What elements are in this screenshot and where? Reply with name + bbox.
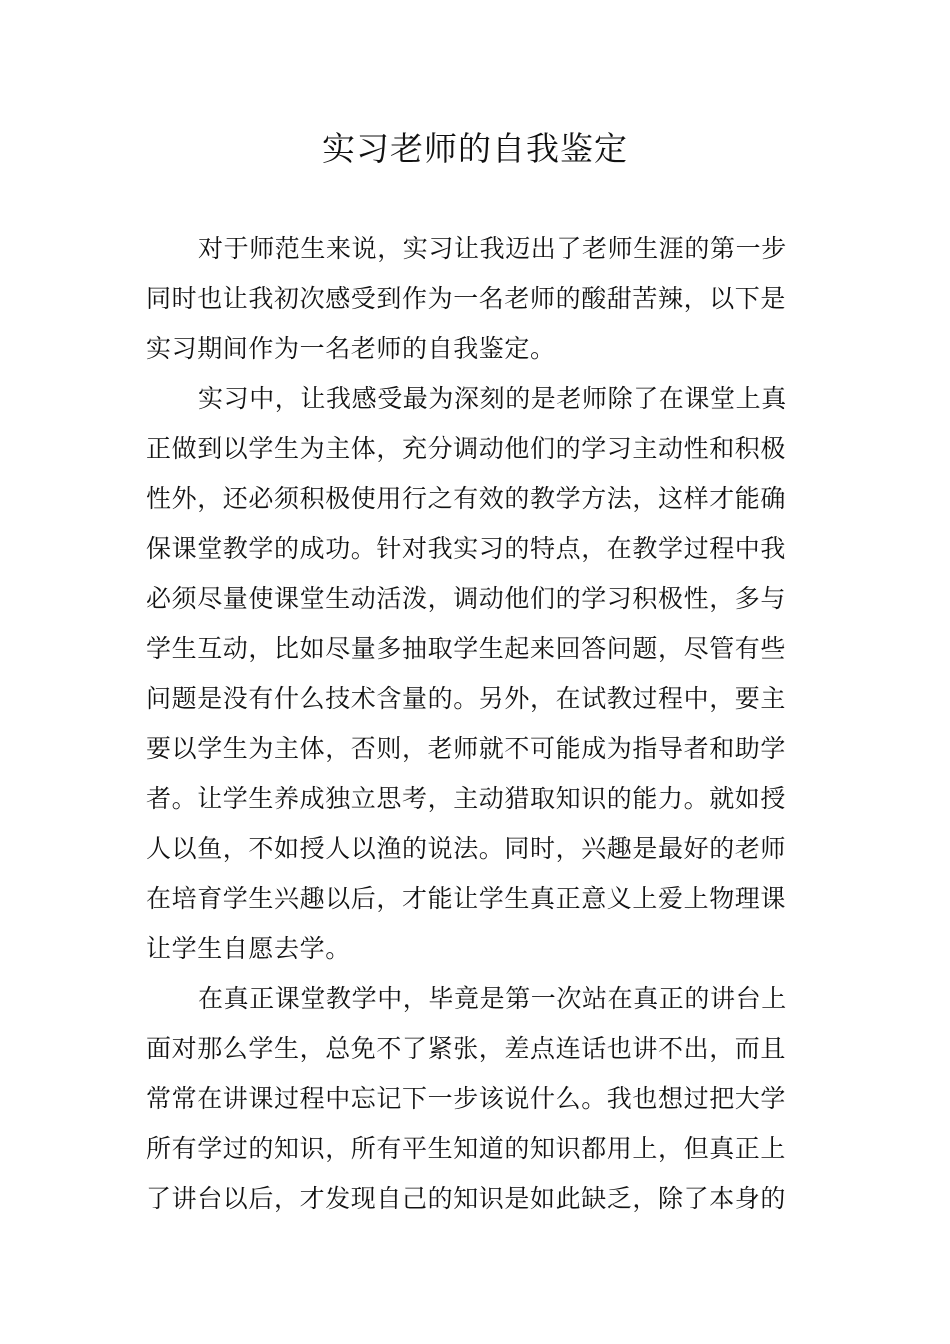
- text-line: 必须尽量使课堂生动活泼，调动他们的学习积极性，多与: [146, 584, 787, 613]
- text-line: 保课堂教学的成功。针对我实习的特点，在教学过程中我: [146, 534, 787, 563]
- text-line: 同时也让我初次感受到作为一名老师的酸甜苦辣，以下是: [146, 284, 787, 313]
- text-line: 性外，还必须积极使用行之有效的教学方法，这样才能确: [146, 484, 787, 513]
- text-line: 让学生自愿去学。: [146, 934, 351, 963]
- text-line: 常常在讲课过程中忘记下一步该说什么。我也想过把大学: [146, 1084, 787, 1113]
- paragraph: [146, 224, 812, 374]
- text-line: 实习中，让我感受最为深刻的是老师除了在课堂上真: [198, 384, 787, 413]
- text-line: 要以学生为主体，否则，老师就不可能成为指导者和助学: [146, 734, 787, 763]
- document-body: [146, 224, 812, 1224]
- text-line: 实习期间作为一名老师的自我鉴定。: [146, 334, 556, 363]
- paragraph: [146, 974, 812, 1224]
- text-line: 问题是没有什么技术含量的。另外，在试教过程中，要主: [146, 684, 787, 713]
- text-line: 在培育学生兴趣以后，才能让学生真正意义上爱上物理课: [146, 884, 787, 913]
- text-line: 正做到以学生为主体，充分调动他们的学习主动性和积极: [146, 434, 787, 463]
- text-line: 者。让学生养成独立思考，主动猎取知识的能力。就如授: [146, 784, 787, 813]
- text-line: 学生互动，比如尽量多抽取学生起来回答问题，尽管有些: [146, 634, 787, 663]
- paragraph: [146, 374, 812, 974]
- text-line: 对于师范生来说，实习让我迈出了老师生涯的第一步: [198, 234, 787, 263]
- text-line: 面对那么学生，总免不了紧张，差点连话也讲不出，而且: [146, 1034, 787, 1063]
- page-title: 实习老师的自我鉴定: [322, 129, 628, 168]
- text-line: 了讲台以后，才发现自己的知识是如此缺乏，除了本身的: [146, 1184, 787, 1213]
- text-line: 人以鱼，不如授人以渔的说法。同时，兴趣是最好的老师: [146, 834, 787, 863]
- text-line: 所有学过的知识，所有平生知道的知识都用上，但真正上: [146, 1134, 787, 1163]
- text-line: 在真正课堂教学中，毕竟是第一次站在真正的讲台上: [198, 984, 787, 1013]
